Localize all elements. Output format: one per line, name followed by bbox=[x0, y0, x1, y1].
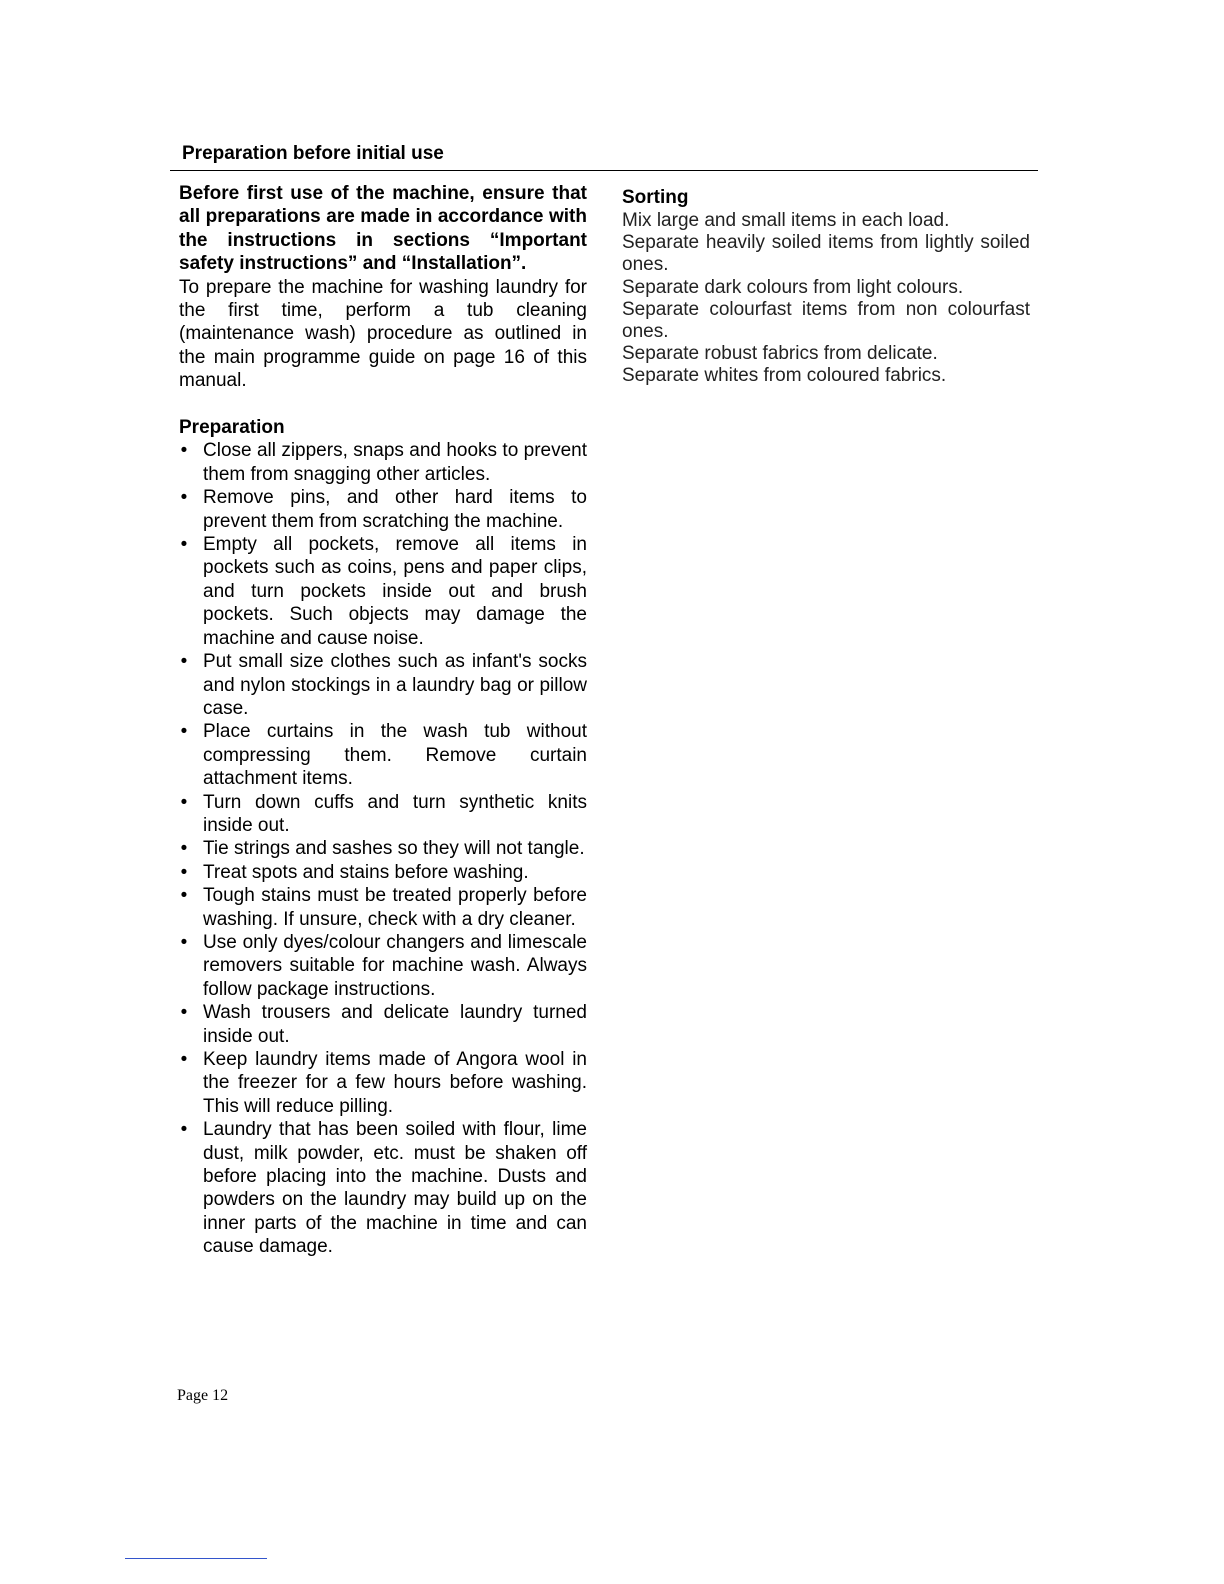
sorting-line: Separate whites from coloured fabrics. bbox=[622, 365, 947, 387]
bullet-icon: • bbox=[180, 791, 188, 813]
list-item bbox=[179, 884, 587, 931]
section-title: Preparation before initial use bbox=[182, 143, 444, 164]
sorting-line: Separate heavily soiled items from lightly soiled ones. bbox=[622, 232, 1030, 276]
left-column bbox=[179, 182, 587, 1259]
intro-paragraph: To prepare the machine for washing laundry for the first time, perform a tub cleaning (maintenance wash) procedure as outlined in the main programme guide on page 16 of this manual. bbox=[179, 276, 587, 392]
header-rule bbox=[170, 170, 1038, 171]
sorting-line: Separate colourfast items from non colourfast ones. bbox=[622, 298, 1030, 343]
paragraph-gap bbox=[179, 393, 587, 416]
list-item bbox=[179, 439, 587, 486]
list-item bbox=[179, 1048, 587, 1118]
list-item-text: Tie strings and sashes so they will not tangle. bbox=[203, 838, 585, 860]
list-item-text: Laundry that has been soiled with flour, lime dust, milk powder, etc. must be shaken off before placing into the machine. Dusts and powders on the laundry may build up on the inner parts of the machine in time and can cause damage. bbox=[203, 1119, 587, 1258]
bullet-icon: • bbox=[180, 440, 188, 462]
list-item-text: Empty all pockets, remove all items in pockets such as coins, pens and paper clips, and turn pockets inside out and brush pockets. Such objects may damage the machine and cause noise. bbox=[203, 534, 587, 649]
sorting-line: Separate robust fabrics from delicate. bbox=[622, 343, 938, 365]
list-item bbox=[179, 1001, 587, 1048]
bullet-icon: • bbox=[180, 931, 188, 953]
list-item bbox=[179, 791, 587, 838]
bullet-icon: • bbox=[180, 1049, 188, 1071]
bullet-icon: • bbox=[180, 1119, 188, 1141]
bullet-icon: • bbox=[180, 838, 188, 860]
list-item bbox=[179, 650, 587, 720]
list-item bbox=[179, 837, 587, 860]
list-item-text: Keep laundry items made of Angora wool in the freezer for a few hours before washing. This will reduce pilling. bbox=[203, 1049, 587, 1117]
bullet-icon: • bbox=[180, 1002, 188, 1024]
list-item bbox=[179, 861, 587, 884]
list-item-text: Place curtains in the wash tub without compressing them. Remove curtain attachment items. bbox=[203, 721, 587, 790]
list-item-text: Treat spots and stains before washing. bbox=[203, 861, 529, 883]
list-item-text: Remove pins, and other hard items to prevent them from scratching the machine. bbox=[203, 487, 587, 532]
bullet-icon: • bbox=[180, 534, 188, 556]
list-item bbox=[179, 720, 587, 790]
intro-bold-paragraph: Before first use of the machine, ensure that all preparations are made in accordance with the instructions in sections “Important safety instructions” and “Installation”. bbox=[179, 183, 587, 275]
list-item bbox=[179, 931, 587, 1001]
list-item-text: Wash trousers and delicate laundry turned inside out. bbox=[203, 1002, 587, 1047]
sorting-heading: Sorting bbox=[622, 187, 689, 208]
bullet-icon: • bbox=[180, 721, 188, 743]
sorting-line: Separate dark colours from light colours. bbox=[622, 276, 964, 298]
bullet-icon: • bbox=[180, 885, 188, 907]
list-item bbox=[179, 1118, 587, 1258]
bullet-icon: • bbox=[180, 861, 188, 883]
sorting-line: Mix large and small items in each load. bbox=[622, 210, 950, 231]
footer-rule bbox=[125, 1558, 267, 1559]
bullet-icon: • bbox=[180, 487, 188, 509]
preparation-heading: Preparation bbox=[179, 417, 285, 439]
list-item-text: Turn down cuffs and turn synthetic knits inside out. bbox=[203, 791, 587, 836]
page-number: Page 12 bbox=[177, 1387, 229, 1404]
list-item-text: Put small size clothes such as infant's socks and nylon stockings in a laundry bag or pillow case. bbox=[203, 651, 587, 719]
preparation-list bbox=[179, 439, 587, 1258]
list-item-text: Tough stains must be treated properly before washing. If unsure, check with a dry cleaner. bbox=[203, 885, 587, 930]
bullet-icon: • bbox=[180, 651, 188, 673]
right-column bbox=[622, 186, 1030, 388]
list-item-text: Close all zippers, snaps and hooks to prevent them from snagging other articles. bbox=[203, 440, 587, 485]
list-item-text: Use only dyes/colour changers and limescale removers suitable for machine wash. Always follow package instructions. bbox=[203, 931, 587, 1000]
list-item bbox=[179, 533, 587, 650]
list-item bbox=[179, 486, 587, 533]
